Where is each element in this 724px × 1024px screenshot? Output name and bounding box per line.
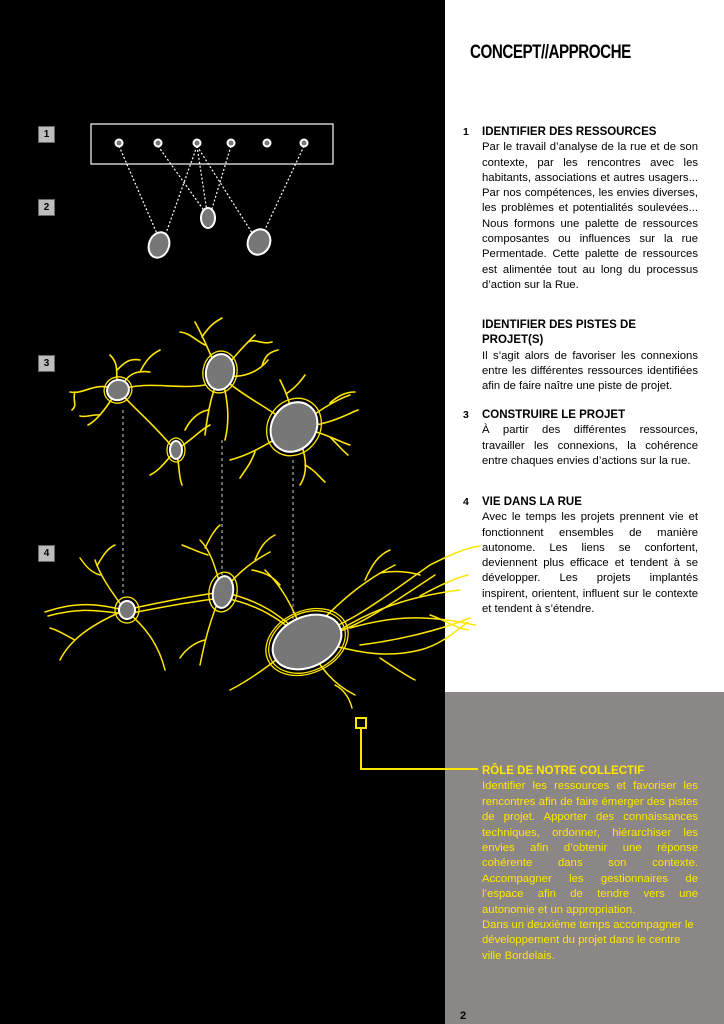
resource-cells-step2 [145,208,274,261]
section-body: Par le travail d’analyse de la rue et de son contexte, par les rencontres avec les habitants, associations et autres usagers... Par nos compétences, les envies diverses, les problèmes et potentialités soulevées... Nous formons une palette de ressources composantes ou influences sur la rue Permentade. Cette palette de ressources est alimentée tout au long du processus d’action sur la Rue. [482,141,698,291]
section-identify-resources [463,125,698,293]
section-identify-project-tracks [463,318,698,394]
section-heading: IDENTIFIER DES RESSOURCES [482,126,657,138]
step-label-2: 2 [38,199,55,216]
project-cells-step3 [104,352,327,461]
section-heading: CONSTRUIRE LE PROJET [482,409,626,421]
section-body: À partir des différentes ressources, travailler les connexions, la cohérence entre chaques envies d’actions sur la rue. [482,424,698,467]
section-street-life [463,495,698,617]
growth-links [123,410,293,620]
page-title: CONCEPT//APPROCHE [470,42,631,63]
section-heading: VIE DANS LA RUE [482,496,582,508]
role-connector-line [361,728,478,769]
project-cells-step4 [119,575,350,680]
step-label-4: 4 [38,545,55,562]
resource-dots [116,140,308,147]
role-body-second: Dans un deuxième temps accompagner le développement du projet dans le centre ville Bordelais. [482,919,694,962]
role-body: Identifier les ressources et favoriser les rencontres afin de faire émerger des pistes de projet. Apporter des connaissances techniques, ordonner, hiérarchiser les envies afin d’obtenir une réponse cohérente dans son contexte. Accompagner les gestionnaires de l’espace afin de tendre vers une autonomie et un appropriation. [482,780,698,916]
section-number: 1 [463,126,469,138]
section-heading: IDENTIFIER DES PISTES DE PROJET(S) [482,319,636,347]
role-heading: RÔLE DE NOTRE COLLECTIF [482,765,645,777]
section-body: Avec le temps les projets prennent vie et fonctionnent ensembles de manière autonome. Les liens se confortent, deviennent plus efficace et tendent à se développer. Les projets implantés inspirent, orientent, influent sur le contexte et tendent à s’étendre. [482,511,698,616]
section-number: 3 [463,409,469,421]
section-number: 4 [463,496,469,508]
section-build-project [463,408,698,469]
step-label-1: 1 [38,126,55,143]
street-network-step4 [45,525,480,708]
role-section [482,764,698,964]
page-number: 2 [460,1010,467,1022]
section-body: Il s’agit alors de favoriser les connexions entre les différentes ressources identifiées afin de faire naître une piste de projet. [482,349,698,393]
role-marker-square [356,718,366,728]
project-network-step3 [70,318,358,485]
step-label-3: 3 [38,355,55,372]
resources-box [91,124,333,164]
